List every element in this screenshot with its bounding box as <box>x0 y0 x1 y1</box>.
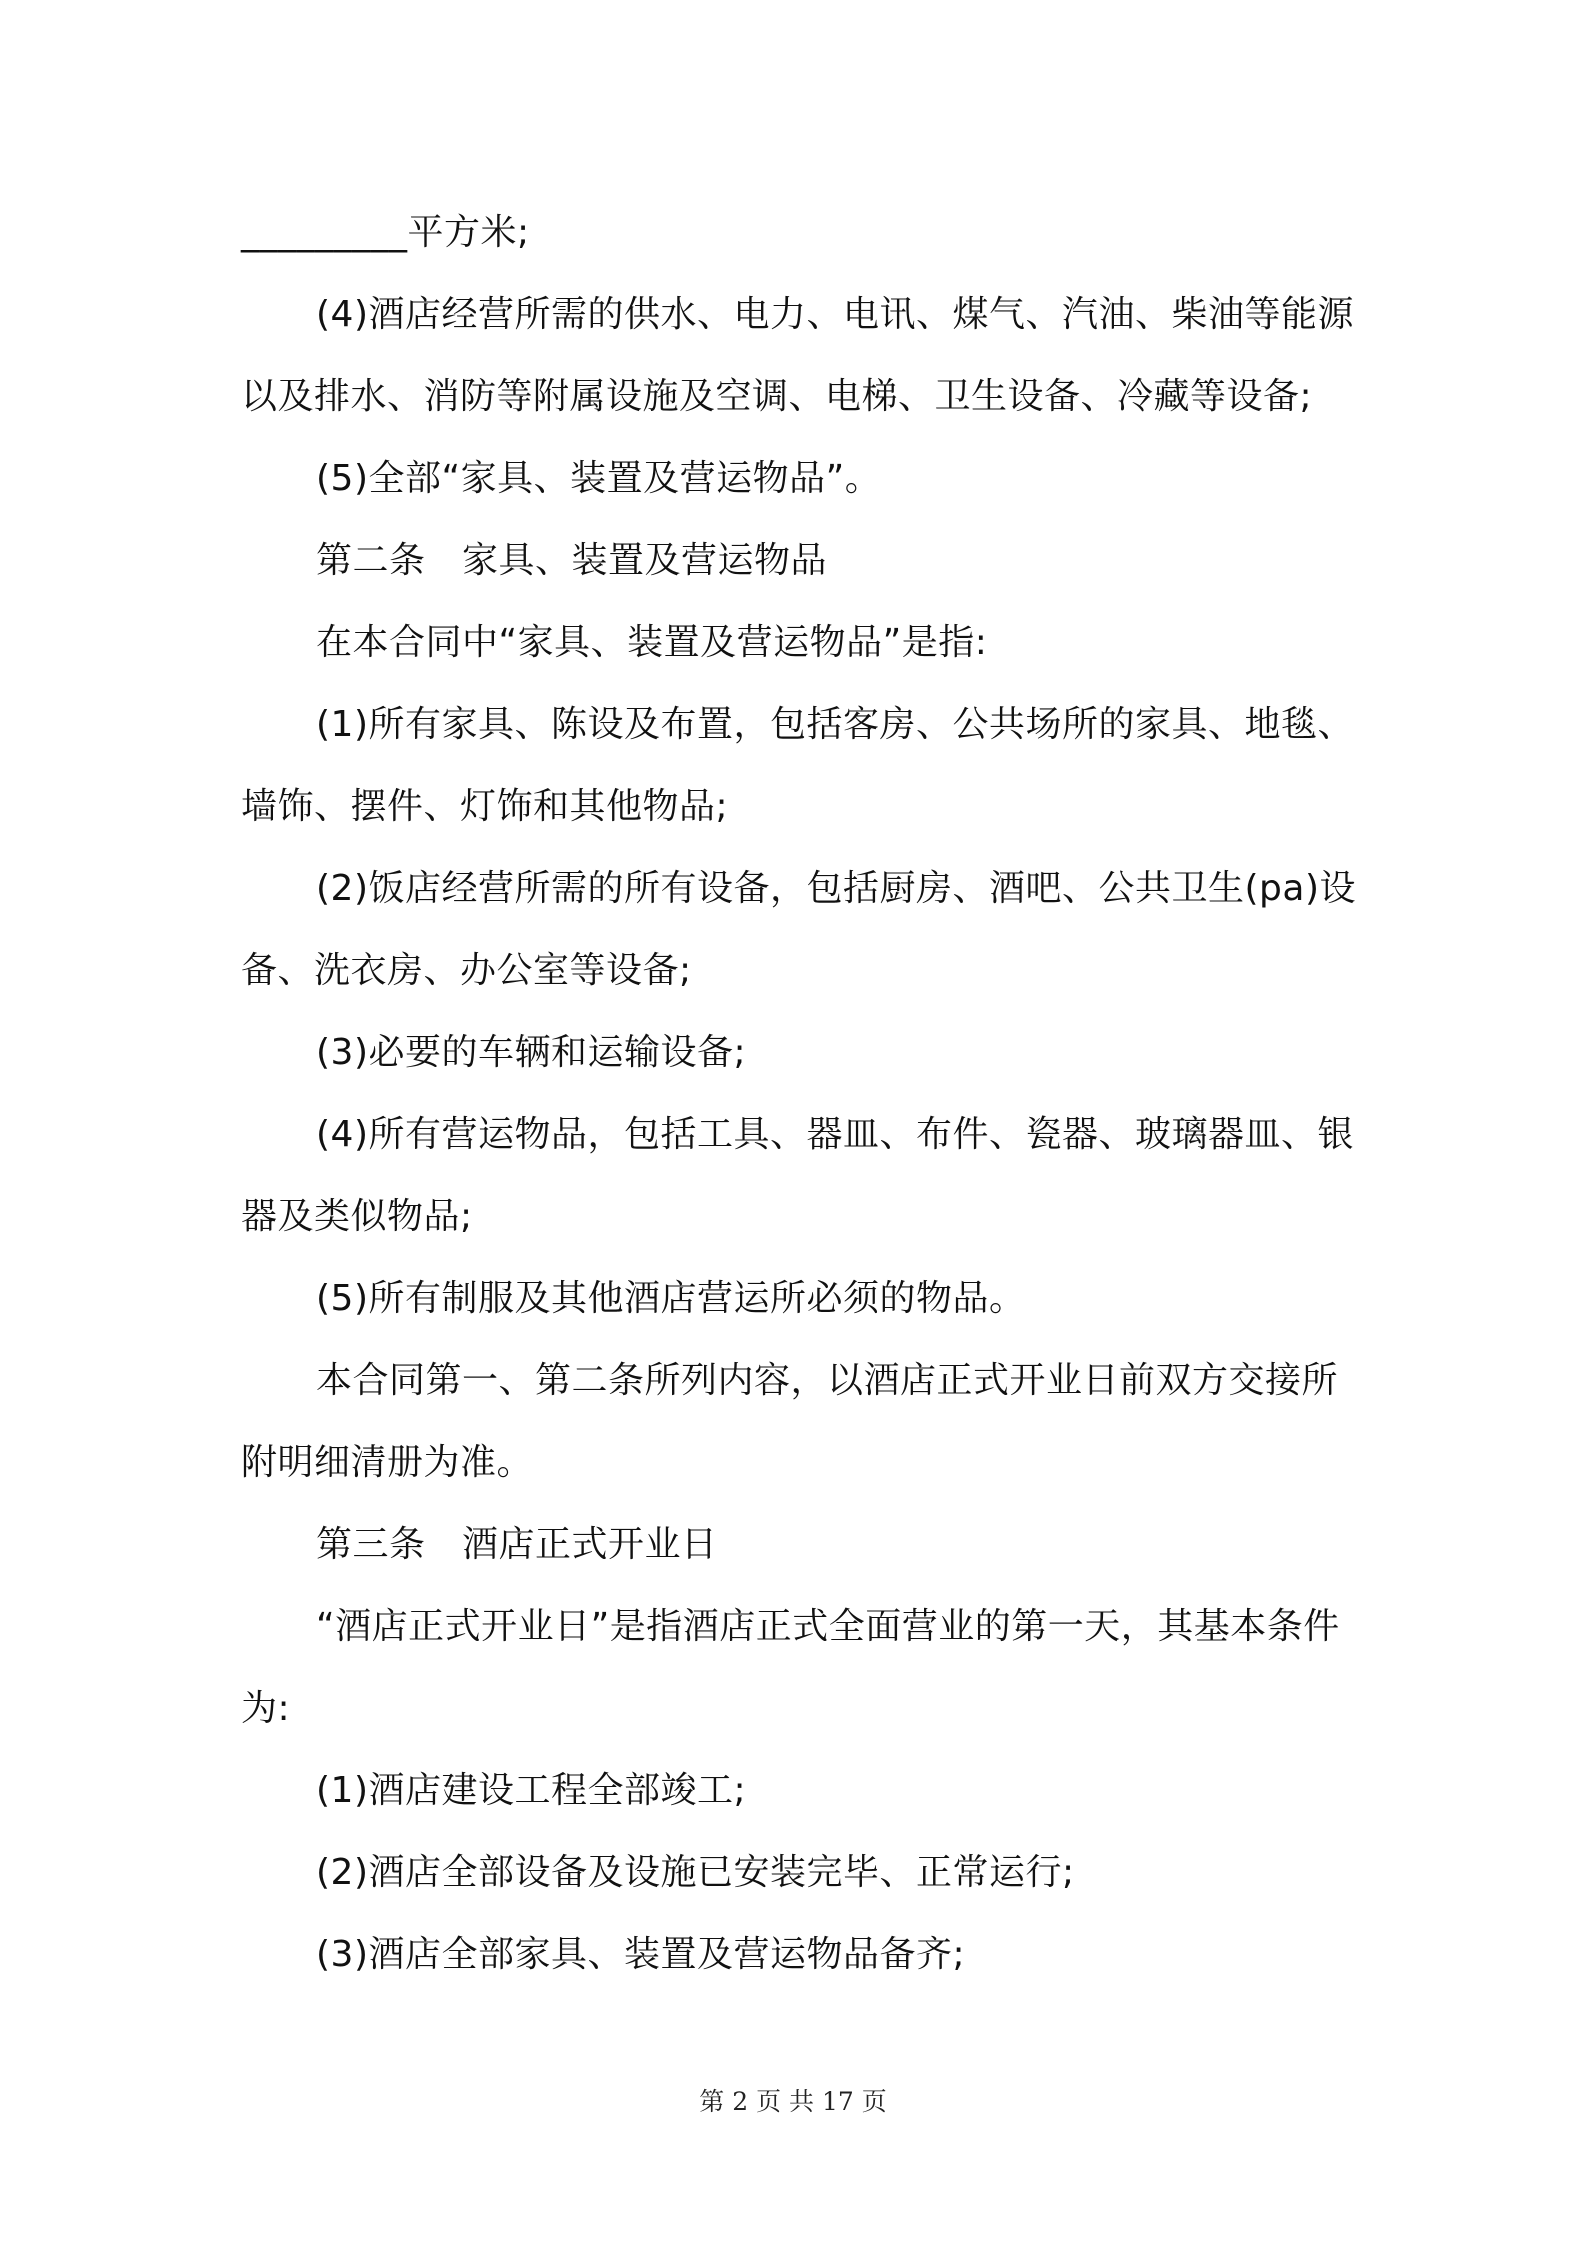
paragraph-inventory-note: 本合同第一、第二条所列内容，以酒店正式开业日前双方交接所附明细清册为准。 <box>241 1360 1339 1483</box>
paragraph-condition-1: (1)酒店建设工程全部竣工; <box>316 1770 747 1811</box>
paragraph-item-3-vehicles: (3)必要的车辆和运输设备; <box>316 1032 747 1073</box>
page-number-footer: 第 2 页 共 17 页 <box>699 2087 887 2116</box>
article-3-heading: 第三条 酒店正式开业日 <box>316 1524 718 1565</box>
paragraph-definition-intro: 在本合同中“家具、装置及营运物品”是指: <box>316 622 988 663</box>
paragraph-condition-2: (2)酒店全部设备及设施已安装完毕、正常运行; <box>316 1852 1075 1893</box>
article-2-heading: 第二条 家具、装置及营运物品 <box>316 540 828 581</box>
paragraph-item-2-equipment: (2)饭店经营所需的所有设备，包括厨房、酒吧、公共卫生(pa)设备、洗衣房、办公室等设备; <box>241 868 1356 991</box>
paragraph-item-5-uniforms: (5)所有制服及其他酒店营运所必须的物品。 <box>316 1278 1026 1319</box>
document-body <box>241 192 1359 1996</box>
paragraph-area-continuation: _________平方米; <box>241 212 530 253</box>
paragraph-item-1-furnishings: (1)所有家具、陈设及布置，包括客房、公共场所的家具、地毯、墙饰、摆件、灯饰和其他物品; <box>241 704 1354 827</box>
paragraph-condition-3: (3)酒店全部家具、装置及营运物品备齐; <box>316 1934 966 1975</box>
paragraph-item-5-furniture: (5)全部“家具、装置及营运物品”。 <box>316 458 882 499</box>
paragraph-opening-definition: “酒店正式开业日”是指酒店正式全面营业的第一天，其基本条件为: <box>241 1606 1340 1729</box>
paragraph-item-4-utilities: (4)酒店经营所需的供水、电力、电讯、煤气、汽油、柴油等能源以及排水、消防等附属设施及空调、电梯、卫生设备、冷藏等设备; <box>241 294 1354 417</box>
paragraph-item-4-supplies: (4)所有营运物品，包括工具、器皿、布件、瓷器、玻璃器皿、银器及类似物品; <box>241 1114 1354 1237</box>
